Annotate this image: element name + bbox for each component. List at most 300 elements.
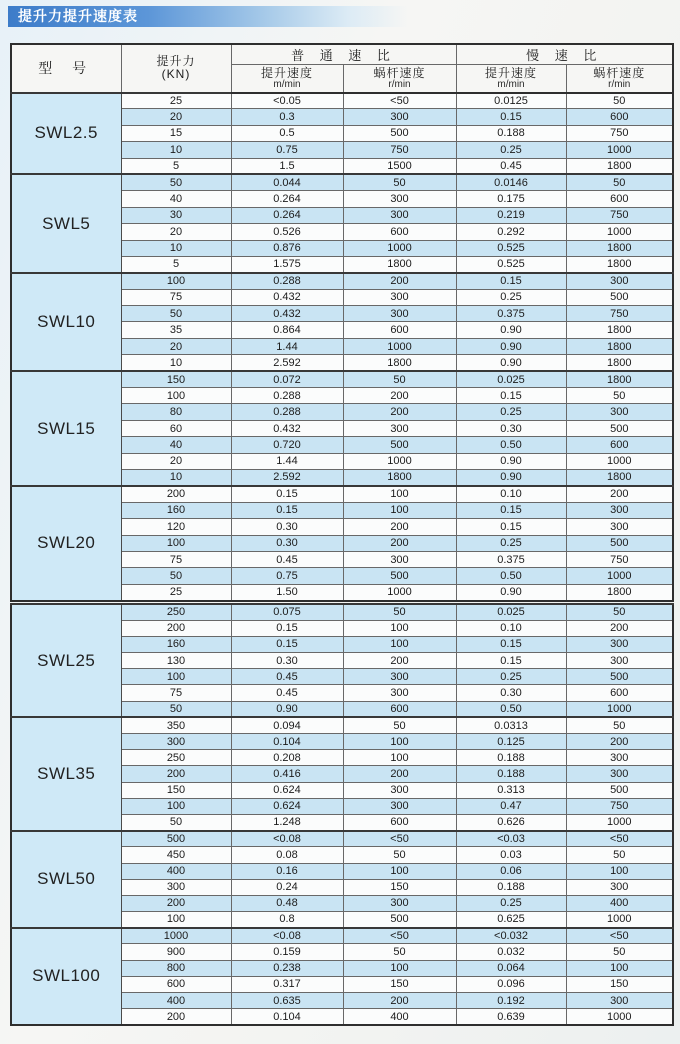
cell: 600 xyxy=(343,322,456,338)
cell: 500 xyxy=(566,535,673,551)
cell: 50 xyxy=(566,717,673,733)
cell: 50 xyxy=(566,604,673,620)
cell: 25 xyxy=(121,584,231,600)
cell: 120 xyxy=(121,519,231,535)
cell: 200 xyxy=(121,895,231,911)
cell: 25 xyxy=(121,93,231,109)
cell: 100 xyxy=(121,388,231,404)
cell: 300 xyxy=(343,207,456,223)
cell: <0.08 xyxy=(231,831,343,847)
cell: 1800 xyxy=(566,355,673,371)
cell: 600 xyxy=(121,976,231,992)
cell: 40 xyxy=(121,191,231,207)
column-header-lift-speed-normal xyxy=(231,65,343,93)
cell: 200 xyxy=(121,1009,231,1025)
cell: 400 xyxy=(121,863,231,879)
cell: 50 xyxy=(121,701,231,717)
cell: 10 xyxy=(121,142,231,158)
cell: 40 xyxy=(121,437,231,453)
cell: 50 xyxy=(566,93,673,109)
lift-speed-label: 提升速度 xyxy=(484,65,537,80)
cell: <50 xyxy=(343,928,456,944)
cell: 200 xyxy=(343,993,456,1009)
column-header-worm-speed-slow xyxy=(566,65,673,93)
cell: 60 xyxy=(121,420,231,436)
cell: 0.188 xyxy=(456,766,566,782)
cell: 20 xyxy=(121,453,231,469)
cell: 750 xyxy=(566,306,673,322)
cell: 600 xyxy=(566,191,673,207)
cell: 50 xyxy=(121,814,231,830)
model-label: SWL50 xyxy=(11,831,121,928)
cell: 0.5 xyxy=(231,125,343,141)
cell: 200 xyxy=(566,734,673,750)
cell: 0.025 xyxy=(456,371,566,387)
cell: 0.624 xyxy=(231,798,343,814)
cell: 100 xyxy=(121,273,231,289)
cell: 750 xyxy=(343,142,456,158)
cell: 1.575 xyxy=(231,256,343,272)
cell: 0.16 xyxy=(231,863,343,879)
worm-speed-unit: r/min xyxy=(388,78,411,90)
force-label: 提升力 xyxy=(156,54,196,69)
cell: 0.288 xyxy=(231,388,343,404)
cell: <0.08 xyxy=(231,928,343,944)
cell: 0.072 xyxy=(231,371,343,387)
cell: 1000 xyxy=(566,814,673,830)
cell: 500 xyxy=(121,831,231,847)
cell: 0.08 xyxy=(231,847,343,863)
cell: 15 xyxy=(121,125,231,141)
cell: 10 xyxy=(121,469,231,485)
cell: 0.10 xyxy=(456,620,566,636)
cell: 200 xyxy=(343,404,456,420)
cell: 0.0125 xyxy=(456,93,566,109)
cell: 300 xyxy=(343,669,456,685)
cell: 0.45 xyxy=(231,685,343,701)
cell: 300 xyxy=(566,766,673,782)
cell: 0.0313 xyxy=(456,717,566,733)
cell: 0.876 xyxy=(231,240,343,256)
cell: 500 xyxy=(566,420,673,436)
cell: 150 xyxy=(121,782,231,798)
speed-table-header xyxy=(11,44,673,93)
lift-speed-unit: m/min xyxy=(273,78,301,90)
cell: 1800 xyxy=(343,469,456,485)
cell: 0.30 xyxy=(231,535,343,551)
cell: 300 xyxy=(566,750,673,766)
cell: 1800 xyxy=(566,256,673,272)
cell: 400 xyxy=(343,1009,456,1025)
cell: 1800 xyxy=(343,355,456,371)
cell: 0.416 xyxy=(231,766,343,782)
cell: 0.90 xyxy=(456,322,566,338)
cell: 0.90 xyxy=(456,584,566,600)
cell: 0.075 xyxy=(231,604,343,620)
cell: 200 xyxy=(121,486,231,502)
cell: 1800 xyxy=(566,338,673,354)
cell: 1800 xyxy=(566,584,673,600)
cell: 0.720 xyxy=(231,437,343,453)
cell: 300 xyxy=(343,895,456,911)
cell: 0.125 xyxy=(456,734,566,750)
cell: 1.5 xyxy=(231,158,343,174)
lift-speed-unit: m/min xyxy=(497,78,525,90)
cell: 0.15 xyxy=(456,388,566,404)
cell: 0.025 xyxy=(456,604,566,620)
cell: 0.15 xyxy=(231,486,343,502)
cell: 0.188 xyxy=(456,750,566,766)
cell: <0.03 xyxy=(456,831,566,847)
cell: 300 xyxy=(566,404,673,420)
cell: 0.10 xyxy=(456,486,566,502)
cell: 300 xyxy=(566,273,673,289)
cell: 1000 xyxy=(566,453,673,469)
cell: 750 xyxy=(566,207,673,223)
cell: 600 xyxy=(566,685,673,701)
worm-speed-unit: r/min xyxy=(608,78,631,90)
cell: 150 xyxy=(343,976,456,992)
cell: 50 xyxy=(343,944,456,960)
cell: 0.45 xyxy=(456,158,566,174)
cell: 35 xyxy=(121,322,231,338)
cell: 5 xyxy=(121,256,231,272)
cell: 5 xyxy=(121,158,231,174)
cell: 0.25 xyxy=(456,535,566,551)
cell: 0.30 xyxy=(231,653,343,669)
cell: 200 xyxy=(343,653,456,669)
cell: 160 xyxy=(121,502,231,518)
cell: 1.44 xyxy=(231,338,343,354)
cell: 100 xyxy=(121,912,231,928)
model-label: SWL15 xyxy=(11,371,121,486)
cell: 300 xyxy=(566,653,673,669)
cell: 0.03 xyxy=(456,847,566,863)
cell: 600 xyxy=(343,701,456,717)
cell: 50 xyxy=(121,174,231,190)
cell: 75 xyxy=(121,289,231,305)
cell: 1800 xyxy=(566,371,673,387)
model-label: SWL2.5 xyxy=(11,93,121,175)
cell: 1800 xyxy=(566,158,673,174)
table-row xyxy=(11,273,673,289)
cell: 0.30 xyxy=(456,685,566,701)
cell: 0.25 xyxy=(456,289,566,305)
cell: <0.05 xyxy=(231,93,343,109)
cell: 0.188 xyxy=(456,125,566,141)
cell: 100 xyxy=(121,798,231,814)
model-label: SWL35 xyxy=(11,717,121,830)
cell: 300 xyxy=(566,993,673,1009)
cell: 1000 xyxy=(121,928,231,944)
cell: 50 xyxy=(566,174,673,190)
cell: 300 xyxy=(343,109,456,125)
cell: 800 xyxy=(121,960,231,976)
cell: 0.15 xyxy=(231,502,343,518)
cell: 0.288 xyxy=(231,404,343,420)
cell: 0.264 xyxy=(231,207,343,223)
cell: 75 xyxy=(121,685,231,701)
cell: 75 xyxy=(121,551,231,567)
cell: <0.032 xyxy=(456,928,566,944)
cell: 150 xyxy=(566,976,673,992)
cell: 1.44 xyxy=(231,453,343,469)
cell: 0.3 xyxy=(231,109,343,125)
cell: 0.175 xyxy=(456,191,566,207)
cell: 0.159 xyxy=(231,944,343,960)
cell: 300 xyxy=(343,685,456,701)
cell: 0.15 xyxy=(456,519,566,535)
cell: 300 xyxy=(343,420,456,436)
cell: 100 xyxy=(343,620,456,636)
cell: <50 xyxy=(343,93,456,109)
cell: 0.208 xyxy=(231,750,343,766)
cell: 300 xyxy=(566,636,673,652)
table-row xyxy=(11,604,673,620)
cell: 0.30 xyxy=(231,519,343,535)
cell: 300 xyxy=(343,191,456,207)
cell: 0.104 xyxy=(231,1009,343,1025)
cell: 0.15 xyxy=(456,502,566,518)
cell: 0.8 xyxy=(231,912,343,928)
cell: 200 xyxy=(343,519,456,535)
table-row xyxy=(11,831,673,847)
cell: 0.45 xyxy=(231,551,343,567)
cell: 2.592 xyxy=(231,469,343,485)
cell: 500 xyxy=(343,912,456,928)
cell: <50 xyxy=(343,831,456,847)
cell: 0.375 xyxy=(456,551,566,567)
page-title-bar xyxy=(8,6,408,27)
cell: 0.75 xyxy=(231,142,343,158)
cell: 1800 xyxy=(566,469,673,485)
cell: 1800 xyxy=(566,322,673,338)
cell: 100 xyxy=(343,486,456,502)
cell: 200 xyxy=(566,620,673,636)
cell: 200 xyxy=(343,766,456,782)
cell: 200 xyxy=(343,535,456,551)
cell: 0.292 xyxy=(456,224,566,240)
cell: 0.50 xyxy=(456,568,566,584)
model-label: SWL10 xyxy=(11,273,121,371)
cell: 300 xyxy=(343,289,456,305)
cell: 50 xyxy=(566,388,673,404)
cell: 0.15 xyxy=(456,636,566,652)
cell: 0.626 xyxy=(456,814,566,830)
cell: 20 xyxy=(121,109,231,125)
cell: 150 xyxy=(343,879,456,895)
cell: 0.90 xyxy=(456,453,566,469)
cell: 130 xyxy=(121,653,231,669)
cell: 300 xyxy=(343,551,456,567)
cell: 0.90 xyxy=(231,701,343,717)
cell: 1.248 xyxy=(231,814,343,830)
speed-table-lower xyxy=(10,603,674,1026)
cell: 0.526 xyxy=(231,224,343,240)
cell: 1000 xyxy=(566,1009,673,1025)
cell: 100 xyxy=(343,502,456,518)
cell: 0.624 xyxy=(231,782,343,798)
model-label: SWL5 xyxy=(11,174,121,272)
column-group-slow-ratio: 慢 速 比 xyxy=(456,44,673,65)
cell: 200 xyxy=(566,486,673,502)
column-header-lift-speed-slow xyxy=(456,65,566,93)
cell: 50 xyxy=(343,717,456,733)
cell: 50 xyxy=(343,371,456,387)
column-header-worm-speed-normal xyxy=(343,65,456,93)
cell: 0.375 xyxy=(456,306,566,322)
cell: 0.064 xyxy=(456,960,566,976)
cell: 0.25 xyxy=(456,142,566,158)
cell: 100 xyxy=(566,863,673,879)
cell: 0.635 xyxy=(231,993,343,1009)
cell: 0.432 xyxy=(231,289,343,305)
cell: 1000 xyxy=(343,338,456,354)
cell: 1000 xyxy=(566,568,673,584)
worm-speed-label: 蜗杆速度 xyxy=(593,65,646,80)
cell: 10 xyxy=(121,240,231,256)
cell: 1000 xyxy=(566,224,673,240)
cell: 1000 xyxy=(566,912,673,928)
cell: 300 xyxy=(121,734,231,750)
cell: 400 xyxy=(121,993,231,1009)
cell: 300 xyxy=(566,502,673,518)
cell: 80 xyxy=(121,404,231,420)
cell: 2.592 xyxy=(231,355,343,371)
cell: 100 xyxy=(121,535,231,551)
cell: 100 xyxy=(566,960,673,976)
cell: 0.313 xyxy=(456,782,566,798)
cell: 600 xyxy=(343,814,456,830)
column-group-normal-ratio: 普 通 速 比 xyxy=(231,44,456,65)
cell: 0.192 xyxy=(456,993,566,1009)
cell: 900 xyxy=(121,944,231,960)
cell: 0.15 xyxy=(231,636,343,652)
cell: 100 xyxy=(343,636,456,652)
header-row-groups xyxy=(11,44,673,65)
cell: 1000 xyxy=(343,240,456,256)
cell: 400 xyxy=(566,895,673,911)
cell: 0.90 xyxy=(456,469,566,485)
worm-speed-label: 蜗杆速度 xyxy=(373,65,426,80)
cell: 750 xyxy=(566,551,673,567)
cell: 0.15 xyxy=(231,620,343,636)
cell: 20 xyxy=(121,224,231,240)
cell: 160 xyxy=(121,636,231,652)
cell: 300 xyxy=(343,798,456,814)
cell: 0.15 xyxy=(456,653,566,669)
cell: 200 xyxy=(121,766,231,782)
cell: 50 xyxy=(121,306,231,322)
cell: 0.639 xyxy=(456,1009,566,1025)
cell: 50 xyxy=(343,847,456,863)
cell: 1.50 xyxy=(231,584,343,600)
cell: 150 xyxy=(121,371,231,387)
cell: 0.15 xyxy=(456,109,566,125)
cell: 20 xyxy=(121,338,231,354)
cell: 0.525 xyxy=(456,240,566,256)
cell: 0.45 xyxy=(231,669,343,685)
cell: 0.432 xyxy=(231,306,343,322)
cell: 0.25 xyxy=(456,669,566,685)
cell: 0.75 xyxy=(231,568,343,584)
speed-table-upper xyxy=(10,43,674,602)
cell: 100 xyxy=(121,669,231,685)
table-row xyxy=(11,928,673,944)
page-title: 提升力提升速度表 xyxy=(18,8,138,24)
cell: 0.48 xyxy=(231,895,343,911)
cell: 0.288 xyxy=(231,273,343,289)
cell: 300 xyxy=(566,879,673,895)
cell: 600 xyxy=(343,224,456,240)
cell: 50 xyxy=(121,568,231,584)
cell: 50 xyxy=(343,604,456,620)
model-label: SWL100 xyxy=(11,928,121,1025)
cell: 100 xyxy=(343,734,456,750)
cell: 0.90 xyxy=(456,338,566,354)
cell: 300 xyxy=(566,519,673,535)
cell: 0.25 xyxy=(456,895,566,911)
table-row xyxy=(11,717,673,733)
table-row xyxy=(11,93,673,109)
cell: 1000 xyxy=(343,584,456,600)
cell: 100 xyxy=(343,960,456,976)
cell: 600 xyxy=(566,437,673,453)
cell: 500 xyxy=(343,437,456,453)
cell: 0.094 xyxy=(231,717,343,733)
cell: 100 xyxy=(343,863,456,879)
cell: 750 xyxy=(566,125,673,141)
cell: 0.432 xyxy=(231,420,343,436)
force-unit: (KN) xyxy=(161,67,191,82)
cell: 750 xyxy=(566,798,673,814)
cell: 0.044 xyxy=(231,174,343,190)
lift-speed-label: 提升速度 xyxy=(260,65,313,80)
cell: 0.188 xyxy=(456,879,566,895)
cell: 0.625 xyxy=(456,912,566,928)
cell: 250 xyxy=(121,750,231,766)
table-row xyxy=(11,174,673,190)
cell: 1000 xyxy=(343,453,456,469)
cell: 0.032 xyxy=(456,944,566,960)
cell: 0.25 xyxy=(456,404,566,420)
cell: 1000 xyxy=(566,142,673,158)
cell: 500 xyxy=(566,669,673,685)
cell: 10 xyxy=(121,355,231,371)
cell: 50 xyxy=(566,944,673,960)
cell: 0.264 xyxy=(231,191,343,207)
cell: 350 xyxy=(121,717,231,733)
cell: 0.24 xyxy=(231,879,343,895)
cell: 250 xyxy=(121,604,231,620)
cell: 0.90 xyxy=(456,355,566,371)
cell: 1800 xyxy=(566,240,673,256)
cell: 0.317 xyxy=(231,976,343,992)
cell: 0.096 xyxy=(456,976,566,992)
column-header-model: 型 号 xyxy=(11,44,121,93)
cell: 300 xyxy=(343,306,456,322)
cell: 200 xyxy=(343,273,456,289)
cell: 1800 xyxy=(343,256,456,272)
cell: 0.525 xyxy=(456,256,566,272)
cell: 1000 xyxy=(566,701,673,717)
cell: 500 xyxy=(343,568,456,584)
cell: 500 xyxy=(566,289,673,305)
cell: 300 xyxy=(121,879,231,895)
model-label: SWL25 xyxy=(11,604,121,717)
cell: 600 xyxy=(566,109,673,125)
cell: 0.15 xyxy=(456,273,566,289)
